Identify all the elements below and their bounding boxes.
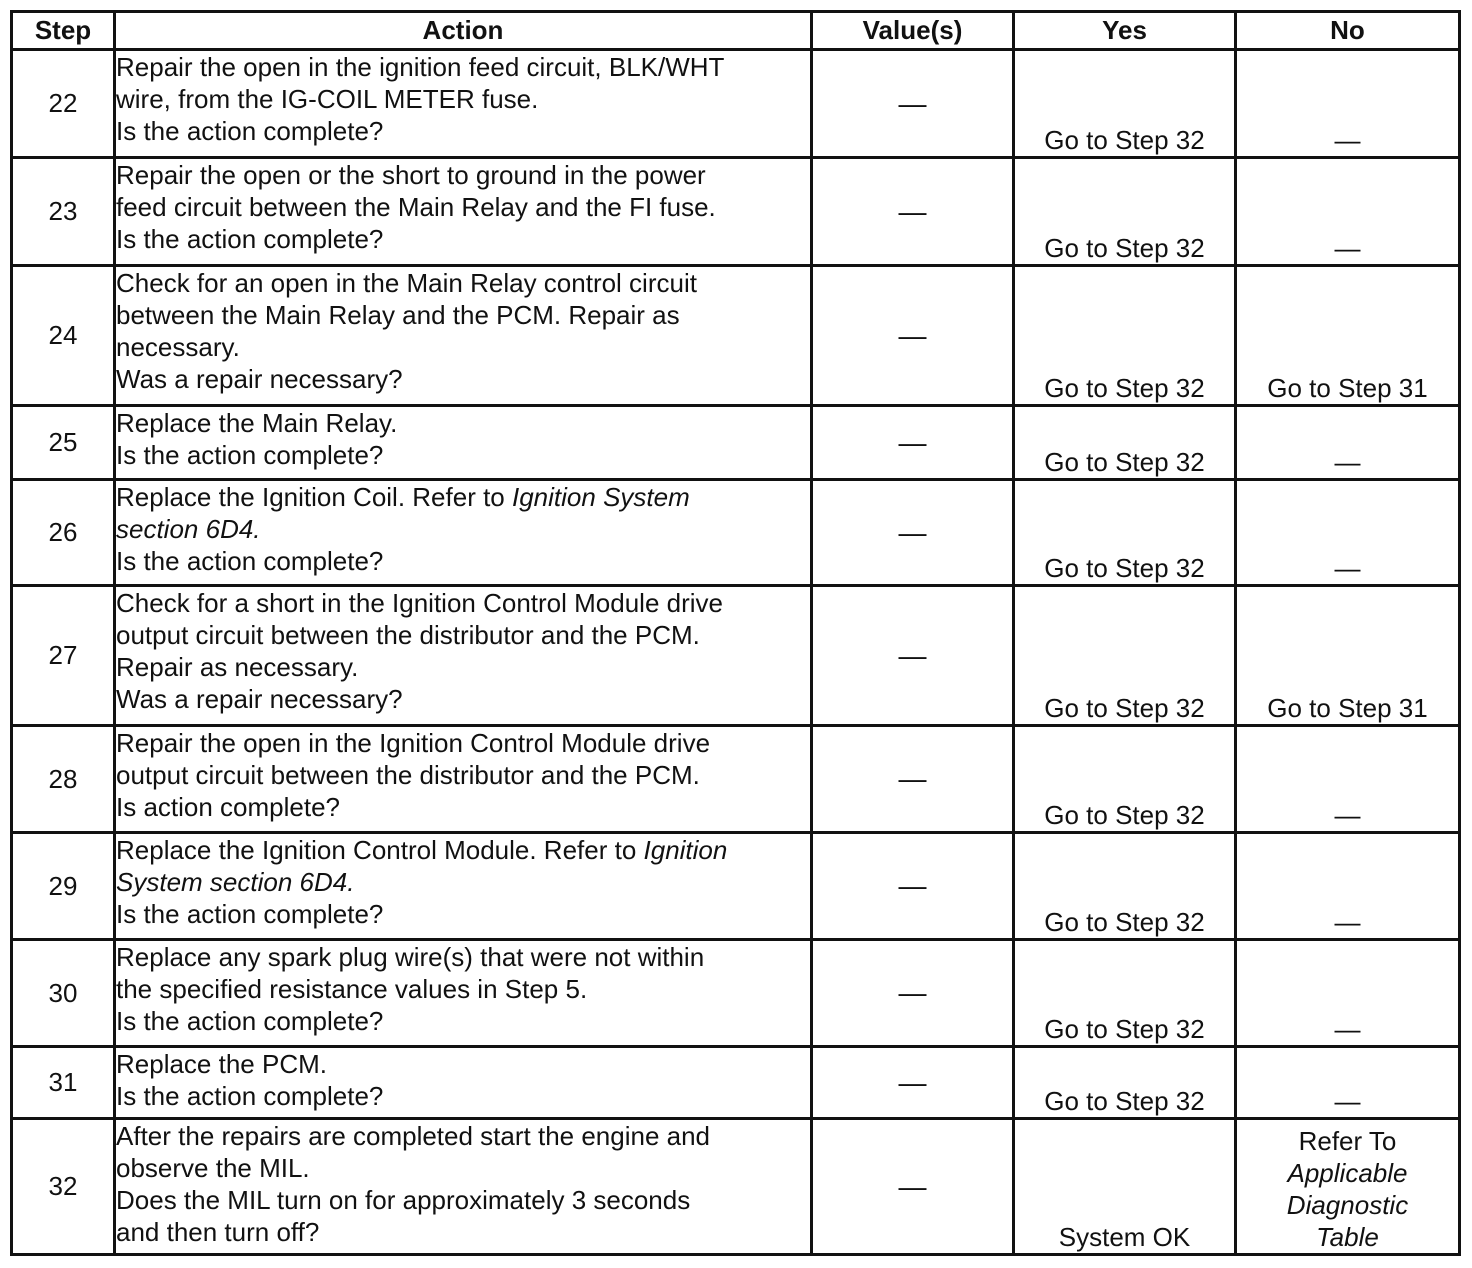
action-line: Was a repair necessary? (116, 364, 403, 394)
action-line: between the Main Relay and the PCM. Repair as (116, 300, 680, 330)
reference-title: Ignition System (512, 482, 690, 512)
table-row (12, 50, 1460, 158)
reference-line: Refer To (1298, 1126, 1397, 1156)
action-line (116, 834, 810, 866)
action-line: the specified resistance values in Step 5. (116, 974, 588, 1004)
step-number: 30 (12, 940, 115, 1047)
step-number: 24 (12, 266, 115, 406)
table-row (12, 158, 1460, 266)
no-cell (1236, 1119, 1460, 1255)
value-cell: — (812, 158, 1014, 266)
action-cell (115, 480, 812, 586)
yes-cell: Go to Step 32 (1014, 1047, 1236, 1119)
action-text: Replace the Ignition Control Module. Refer to (116, 835, 644, 865)
no-cell: — (1236, 1047, 1460, 1119)
action-line: and then turn off? (116, 1217, 320, 1247)
action-line: output circuit between the distributor and the PCM. (116, 760, 700, 790)
yes-cell: Go to Step 32 (1014, 833, 1236, 940)
value-cell: — (812, 480, 1014, 586)
action-line: observe the MIL. (116, 1153, 310, 1183)
value-cell: — (812, 1047, 1014, 1119)
table-row (12, 1047, 1460, 1119)
value-cell: — (812, 586, 1014, 726)
action-line: Repair the open in the Ignition Control Module drive (116, 728, 711, 758)
reference-line: Applicable (1287, 1158, 1408, 1188)
yes-cell: Go to Step 32 (1014, 940, 1236, 1047)
step-number: 25 (12, 406, 115, 480)
table-row (12, 940, 1460, 1047)
action-line (116, 513, 810, 545)
action-text: Replace the Ignition Coil. Refer to (116, 482, 512, 512)
action-line: After the repairs are completed start the engine and (116, 1121, 711, 1151)
action-line: Is the action complete? (116, 1081, 384, 1111)
step-number: 29 (12, 833, 115, 940)
no-cell: — (1236, 940, 1460, 1047)
no-cell: — (1236, 158, 1460, 266)
action-line: Replace the PCM. (116, 1049, 327, 1079)
value-cell: — (812, 1119, 1014, 1255)
header-no: No (1236, 12, 1460, 50)
table-header-row (12, 12, 1460, 50)
action-line: feed circuit between the Main Relay and the FI fuse. (116, 192, 716, 222)
yes-cell: Go to Step 32 (1014, 726, 1236, 833)
action-cell (115, 158, 812, 266)
action-line: output circuit between the distributor and the PCM. (116, 620, 700, 650)
no-cell: — (1236, 50, 1460, 158)
value-cell: — (812, 726, 1014, 833)
action-line: necessary. (116, 332, 240, 362)
table-row (12, 406, 1460, 480)
table-row (12, 726, 1460, 833)
yes-cell: Go to Step 32 (1014, 266, 1236, 406)
yes-cell: Go to Step 32 (1014, 586, 1236, 726)
no-cell: — (1236, 726, 1460, 833)
action-line: Is action complete? (116, 792, 341, 822)
value-cell: — (812, 266, 1014, 406)
action-cell (115, 1047, 812, 1119)
yes-cell: Go to Step 32 (1014, 158, 1236, 266)
value-cell: — (812, 833, 1014, 940)
action-cell (115, 406, 812, 480)
reference-title: Ignition (643, 835, 728, 865)
diagnostic-table (10, 10, 1461, 1256)
yes-cell: System OK (1014, 1119, 1236, 1255)
step-number: 27 (12, 586, 115, 726)
no-cell: — (1236, 406, 1460, 480)
table-row (12, 266, 1460, 406)
action-line: Check for an open in the Main Relay control circuit (116, 268, 697, 298)
step-number: 31 (12, 1047, 115, 1119)
action-cell (115, 833, 812, 940)
table-row (12, 480, 1460, 586)
no-cell: — (1236, 480, 1460, 586)
no-cell: Go to Step 31 (1236, 586, 1460, 726)
action-cell (115, 1119, 812, 1255)
action-cell (115, 940, 812, 1047)
no-cell: — (1236, 833, 1460, 940)
action-line: Repair the open or the short to ground in the power (116, 160, 706, 190)
header-values: Value(s) (812, 12, 1014, 50)
table-row (12, 1119, 1460, 1255)
table-row (12, 586, 1460, 726)
action-line: Is the action complete? (116, 440, 384, 470)
step-number: 23 (12, 158, 115, 266)
header-step: Step (12, 12, 115, 50)
no-cell: Go to Step 31 (1236, 266, 1460, 406)
action-line: Is the action complete? (116, 899, 384, 929)
step-number: 32 (12, 1119, 115, 1255)
document-page (10, 10, 1461, 1256)
action-line: Was a repair necessary? (116, 684, 403, 714)
action-line: Replace any spark plug wire(s) that were not within (116, 942, 705, 972)
action-cell (115, 50, 812, 158)
action-line: Check for a short in the Ignition Control Module drive (116, 588, 723, 618)
value-cell: — (812, 940, 1014, 1047)
yes-cell: Go to Step 32 (1014, 480, 1236, 586)
yes-cell: Go to Step 32 (1014, 406, 1236, 480)
action-line: Is the action complete? (116, 1006, 384, 1036)
action-line: Is the action complete? (116, 546, 384, 576)
action-line: Is the action complete? (116, 224, 384, 254)
value-cell: — (812, 406, 1014, 480)
action-cell (115, 726, 812, 833)
step-number: 28 (12, 726, 115, 833)
reference-line: Table (1316, 1222, 1379, 1252)
action-line: Replace the Main Relay. (116, 408, 398, 438)
reference-section: section 6D4. (116, 514, 261, 544)
header-yes: Yes (1014, 12, 1236, 50)
reference-section: System section 6D4. (116, 867, 355, 897)
step-number: 22 (12, 50, 115, 158)
value-cell: — (812, 50, 1014, 158)
header-action: Action (115, 12, 812, 50)
action-line: Repair as necessary. (116, 652, 359, 682)
action-line: Does the MIL turn on for approximately 3 seconds (116, 1185, 691, 1215)
action-line (116, 866, 810, 898)
action-line: wire, from the IG-COIL METER fuse. (116, 84, 539, 114)
action-line: Repair the open in the ignition feed circuit, BLK/WHT (116, 52, 725, 82)
reference-line: Diagnostic (1286, 1190, 1409, 1220)
yes-cell: Go to Step 32 (1014, 50, 1236, 158)
action-line: Is the action complete? (116, 116, 384, 146)
step-number: 26 (12, 480, 115, 586)
action-line (116, 481, 810, 513)
table-row (12, 833, 1460, 940)
action-cell (115, 586, 812, 726)
reference-note (1237, 1125, 1458, 1253)
action-cell (115, 266, 812, 406)
